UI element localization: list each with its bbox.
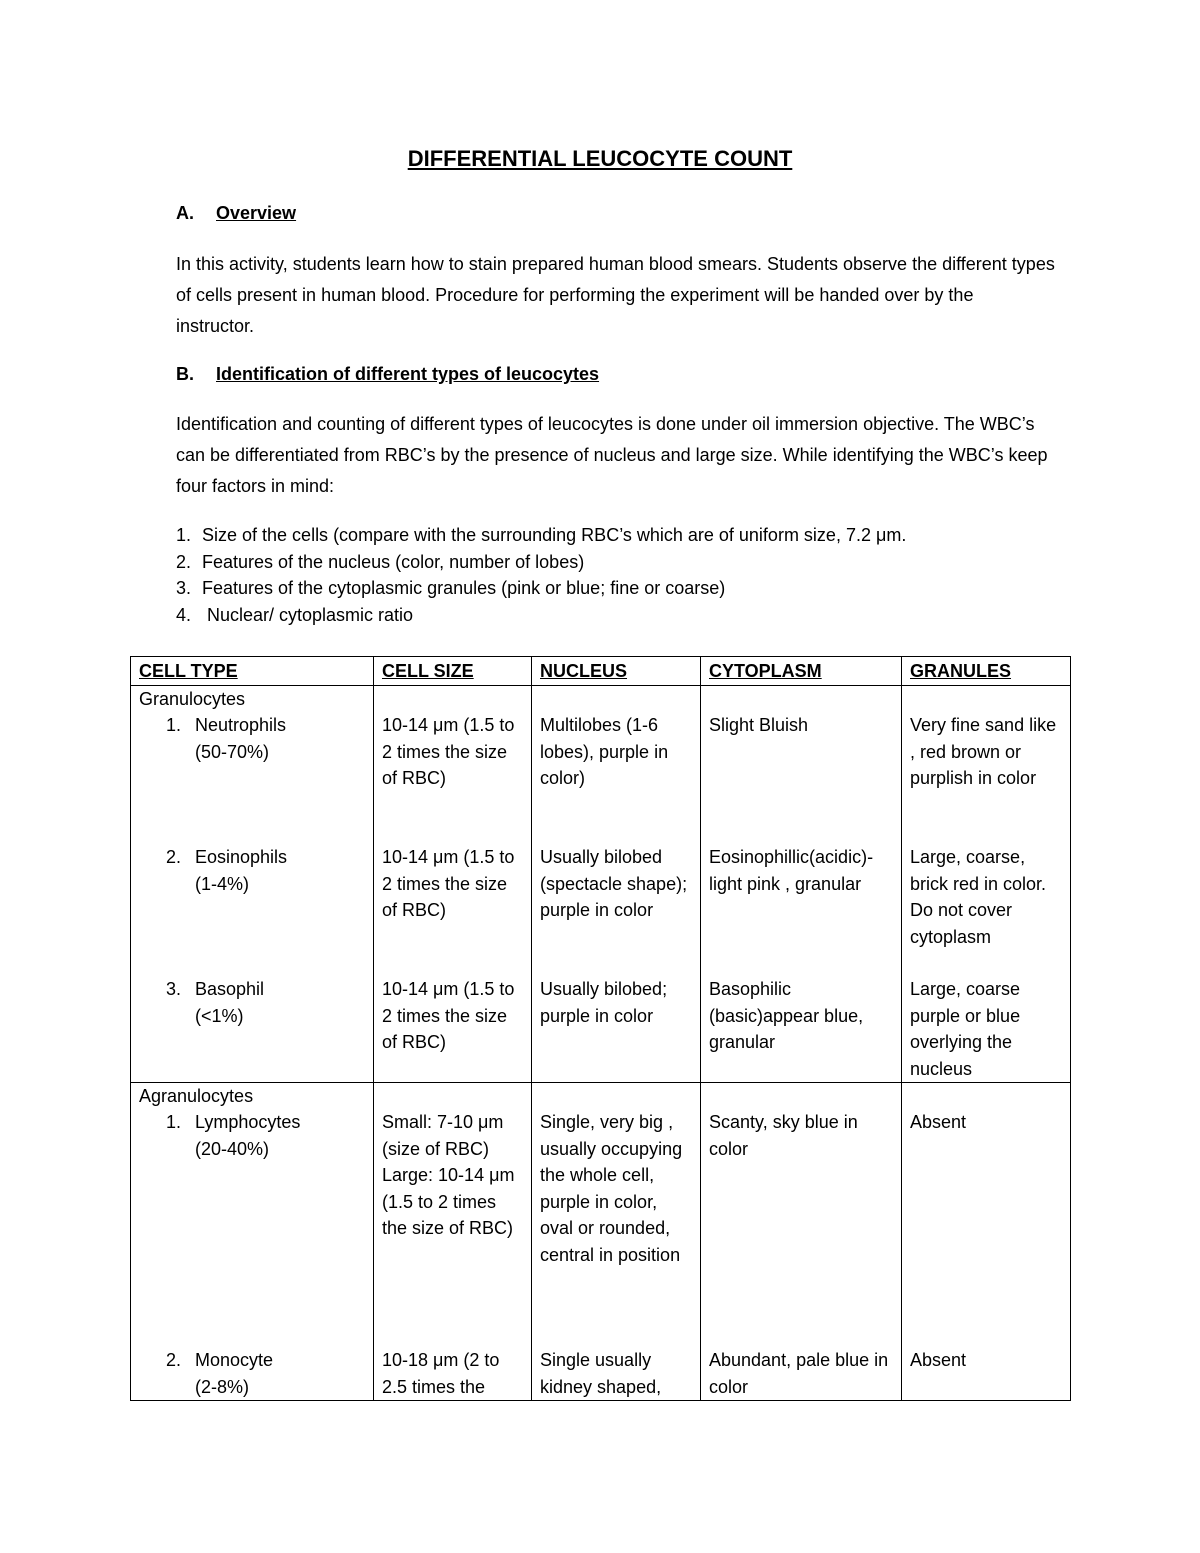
cell-entry <box>139 976 365 1029</box>
list-text: Nuclear/ cytoplasmic ratio <box>202 604 414 625</box>
granules-value: Absent <box>910 1112 967 1132</box>
cell-size-value: Small: 7-10 μm (size of RBC) Large: 10-14 μm (1.5 to 2 times the size of RBC) <box>382 1112 515 1238</box>
cytoplasm-value: Basophilic (basic)appear blue, granular <box>709 979 864 1052</box>
list-item <box>176 522 906 549</box>
entry-number: 2. <box>165 1350 181 1370</box>
list-item <box>176 549 906 576</box>
cell-size-column <box>374 686 532 1083</box>
list-number: 2. <box>176 551 192 572</box>
page-title: DIFFERENTIAL LEUCOCYTE COUNT <box>407 146 793 171</box>
list-item <box>176 575 906 602</box>
nucleus-column <box>532 686 701 1083</box>
cell-type-column <box>131 686 374 1083</box>
cell-size-value: 10-18 μm (2 to 2.5 times the <box>382 1350 500 1397</box>
granules-value: Absent <box>910 1350 967 1370</box>
section-b-heading <box>176 364 599 385</box>
list-item <box>176 602 906 629</box>
cell-size-value: 10-14 μm (1.5 to 2 times the size of RBC) <box>382 979 515 1052</box>
entry-name-text: Lymphocytes <box>195 1112 301 1132</box>
cell-size-column <box>374 1083 532 1401</box>
section-b-title: Identification of different types of leucocytes <box>216 364 600 384</box>
entry-number: 1. <box>165 1112 181 1132</box>
entry-number: 3. <box>165 979 181 999</box>
group-label: Agranulocytes <box>139 1086 254 1106</box>
entry-name <box>195 1109 365 1162</box>
cell-entry <box>139 1347 365 1400</box>
cell-entry <box>139 712 365 765</box>
entry-name-text: Monocyte <box>195 1350 274 1370</box>
nucleus-value: Multilobes (1-6 lobes), purple in color) <box>540 715 669 788</box>
cell-entry <box>139 844 365 897</box>
entry-percent: (50-70%) <box>195 741 270 762</box>
cytoplasm-column <box>701 686 902 1083</box>
table-header-row <box>131 657 1071 686</box>
section-b-letter: B. <box>176 364 194 384</box>
entry-percent: (2-8%) <box>195 1376 250 1397</box>
cytoplasm-value: Abundant, pale blue in color <box>709 1350 889 1397</box>
entry-name-text: Basophil <box>195 979 265 999</box>
nucleus-value: Single usually kidney shaped, <box>540 1350 662 1397</box>
header-granules: GRANULES <box>902 657 1071 686</box>
entry-number: 2. <box>165 847 181 867</box>
list-text: Features of the cytoplasmic granules (pink or blue; fine or coarse) <box>202 578 726 598</box>
cytoplasm-value: Scanty, sky blue in color <box>709 1112 858 1159</box>
header-cytoplasm: CYTOPLASM <box>701 657 902 686</box>
section-a-letter: A. <box>176 203 194 223</box>
granules-column <box>902 1083 1071 1401</box>
nucleus-value: Usually bilobed (spectacle shape); purple in color <box>540 847 688 920</box>
group-label: Granulocytes <box>139 689 246 709</box>
granules-value: Very fine sand like , red brown or purplish in color <box>910 715 1057 788</box>
entry-percent: (20-40%) <box>195 1138 270 1159</box>
cell-entry <box>139 1109 365 1162</box>
entry-percent: (<1%) <box>195 1005 244 1026</box>
entry-name <box>195 844 365 897</box>
granules-column <box>902 686 1071 1083</box>
section-a-title: Overview <box>216 203 297 223</box>
cytoplasm-column <box>701 1083 902 1401</box>
header-cell-type: CELL TYPE <box>131 657 374 686</box>
entry-name <box>195 976 365 1029</box>
entry-name-text: Eosinophils <box>195 847 288 867</box>
cell-size-value: 10-14 μm (1.5 to 2 times the size of RBC) <box>382 715 515 788</box>
table-row-granulocytes <box>131 686 1071 1083</box>
entry-name <box>195 1347 365 1400</box>
list-number: 1. <box>176 525 192 545</box>
list-number: 4. <box>176 604 192 625</box>
header-nucleus: NUCLEUS <box>532 657 701 686</box>
list-number: 3. <box>176 578 192 598</box>
list-text: Features of the nucleus (color, number of lobes) <box>202 551 585 572</box>
cytoplasm-value: Eosinophillic(acidic)- light pink , granular <box>709 847 874 894</box>
nucleus-value: Single, very big , usually occupying the whole cell, purple in color, oval or rounded, central in position <box>540 1112 683 1265</box>
nucleus-column <box>532 1083 701 1401</box>
granules-value: Large, coarse purple or blue overlying the nucleus <box>910 979 1021 1079</box>
factors-list <box>176 522 906 628</box>
entry-percent: (1-4%) <box>195 873 250 894</box>
nucleus-value: Usually bilobed; purple in color <box>540 979 668 1026</box>
header-cell-size: CELL SIZE <box>374 657 532 686</box>
entry-name <box>195 712 365 765</box>
cell-type-column <box>131 1083 374 1401</box>
section-a-heading <box>176 203 296 224</box>
entry-number: 1. <box>165 715 181 735</box>
cytoplasm-value: Slight Bluish <box>709 715 809 735</box>
cell-size-value: 10-14 μm (1.5 to 2 times the size of RBC) <box>382 847 515 920</box>
granules-value: Large, coarse, brick red in color. Do not cover cytoplasm <box>910 847 1047 947</box>
section-a-text: In this activity, students learn how to stain prepared human blood smears. Students observe the different types of cells present in human blood. Procedure for performing the experiment will be handed over by the instructor. <box>176 254 1055 336</box>
entry-name-text: Neutrophils <box>195 715 287 735</box>
leucocyte-table <box>130 656 1071 1401</box>
table-row-agranulocytes <box>131 1083 1071 1401</box>
list-text: Size of the cells (compare with the surrounding RBC’s which are of uniform size, 7.2 μm. <box>202 525 907 545</box>
section-b-text: Identification and counting of different types of leucocytes is done under oil immersion objective. The WBC’s can be differentiated from RBC’s by the presence of nucleus and large size. While identifying the WBC’s keep four factors in mind: <box>176 414 1048 496</box>
